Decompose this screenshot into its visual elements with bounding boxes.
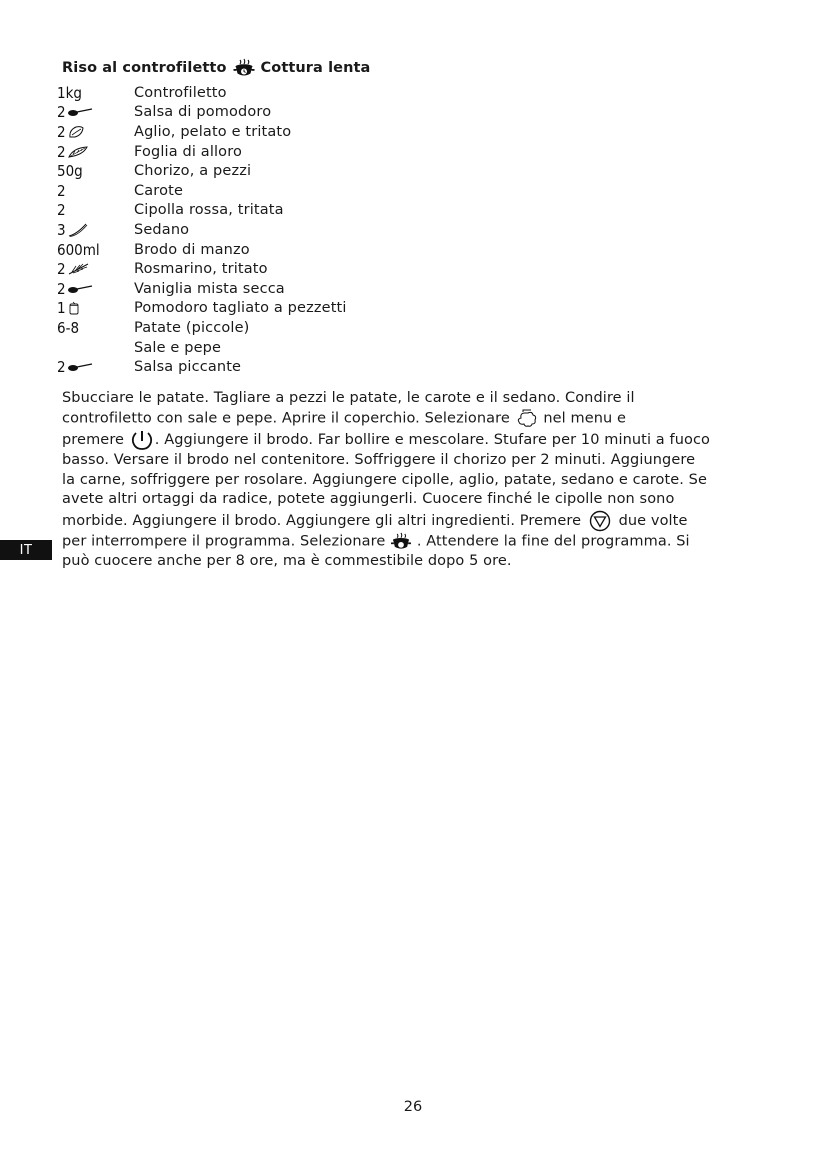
ingredient-qty: 50g	[57, 162, 83, 181]
ingredient-row	[57, 181, 757, 201]
ingredient-row	[57, 220, 757, 240]
ingredient-row	[57, 83, 757, 103]
instruction-line: può cuocere anche per 8 ore, ma è commestibile dopo 5 ore.	[62, 553, 512, 570]
tablespoon-icon	[67, 360, 93, 374]
instruction-line: basso. Versare il brodo nel contenitore. Soffriggere il chorizo per 2 minuti. Aggiungere	[62, 451, 696, 468]
ingredient-row	[57, 338, 757, 358]
ingredient-qty: 3	[57, 220, 66, 239]
instruction-text: . Aggiungere il brodo. Far bollire e mescolare. Stufare per 10 minuti a fuoco	[154, 431, 710, 448]
recipe-title	[62, 58, 370, 78]
power-icon	[129, 429, 155, 451]
celery-stalk-icon	[67, 223, 93, 237]
ingredient-row	[57, 122, 757, 142]
ingredient-row	[57, 103, 757, 123]
instruction-line: la carne, soffriggere per rosolare. Aggiungere cipolle, aglio, patate, sedano e carote. Se	[62, 471, 707, 488]
ingredient-name: Salsa piccante	[134, 359, 242, 376]
ingredient-name: Controfiletto	[134, 84, 227, 101]
recipe-name: Riso al controfiletto	[62, 60, 227, 76]
ingredient-row	[57, 259, 757, 279]
slow-cook-icon	[233, 58, 255, 78]
ingredient-name: Foglia di alloro	[134, 143, 243, 160]
ingredient-row	[57, 279, 757, 299]
ingredient-row	[57, 142, 757, 162]
instruction-text: due volte	[618, 513, 688, 530]
ingredient-name: Carote	[134, 182, 184, 199]
ingredient-name: Brodo di manzo	[134, 241, 250, 258]
ingredient-qty: 2	[57, 201, 66, 220]
ingredient-qty: 2	[57, 358, 66, 377]
ingredient-qty: 600ml	[57, 240, 100, 259]
ingredient-name: Vaniglia mista secca	[134, 280, 285, 297]
tablespoon-icon	[67, 282, 93, 296]
ingredient-name: Patate (piccole)	[134, 319, 250, 336]
instruction-line: Sbucciare le patate. Tagliare a pezzi le patate, le carote e il sedano. Condire il	[62, 390, 635, 406]
ingredient-qty: 2	[57, 122, 66, 141]
page-number: 26	[403, 1099, 423, 1115]
ingredient-name: Sale e pepe	[134, 339, 222, 356]
stop-icon	[586, 510, 614, 532]
rosemary-sprig-icon	[67, 262, 93, 276]
instruction-line	[62, 532, 767, 552]
tablespoon-icon	[67, 105, 93, 119]
ingredient-name: Chorizo, a pezzi	[134, 163, 252, 180]
bay-leaf-icon	[67, 145, 93, 159]
ingredient-row	[57, 201, 757, 221]
instruction-line	[62, 429, 767, 451]
instruction-text: premere	[62, 431, 125, 448]
instruction-text: morbide. Aggiungere il brodo. Aggiungere gli altri ingredienti. Premere	[62, 513, 582, 530]
instruction-text: nel menu e	[543, 410, 627, 427]
instruction-text: . Attendere la fine del programma. Si	[416, 533, 690, 550]
ingredient-name: Rosmarino, tritato	[134, 261, 268, 278]
ingredient-name: Salsa di pomodoro	[134, 104, 272, 121]
instruction-line	[62, 409, 767, 429]
ingredient-name: Cipolla rossa, tritata	[134, 202, 284, 219]
ingredient-qty: 2	[57, 181, 66, 200]
instructions-paragraph	[62, 389, 767, 572]
ingredient-qty: 6-8	[57, 318, 80, 337]
garlic-clove-icon	[67, 125, 93, 139]
ingredient-row	[57, 161, 757, 181]
ingredient-row	[57, 299, 757, 319]
instruction-text: controfiletto con sale e pepe. Aprire il coperchio. Selezionare	[62, 410, 510, 427]
slow-cook-icon	[390, 532, 412, 551]
ingredient-name: Pomodoro tagliato a pezzetti	[134, 300, 347, 317]
ingredient-row	[57, 357, 757, 377]
ingredient-name: Sedano	[134, 221, 190, 238]
instruction-text: per interrompere il programma. Selezionare	[62, 533, 386, 550]
can-icon	[67, 301, 93, 315]
ingredient-qty: 2	[57, 260, 66, 279]
language-tab: IT	[0, 540, 52, 560]
ingredient-list	[57, 83, 757, 377]
program-name: Cottura lenta	[260, 60, 371, 76]
ingredient-qty: 1kg	[57, 83, 82, 102]
ingredient-name: Aglio, pelato e tritato	[134, 123, 292, 140]
ingredient-qty: 1	[57, 299, 66, 318]
ingredient-qty: 2	[57, 279, 66, 298]
instruction-line: avete altri ortaggi da radice, potete aggiungerli. Cuocere finché le cipolle non sono	[62, 491, 675, 508]
meat-menu-icon	[515, 409, 539, 428]
ingredient-row	[57, 240, 757, 260]
ingredient-qty: 2	[57, 103, 66, 122]
ingredient-row	[57, 318, 757, 338]
ingredient-qty: 2	[57, 142, 66, 161]
instruction-line	[62, 510, 767, 532]
